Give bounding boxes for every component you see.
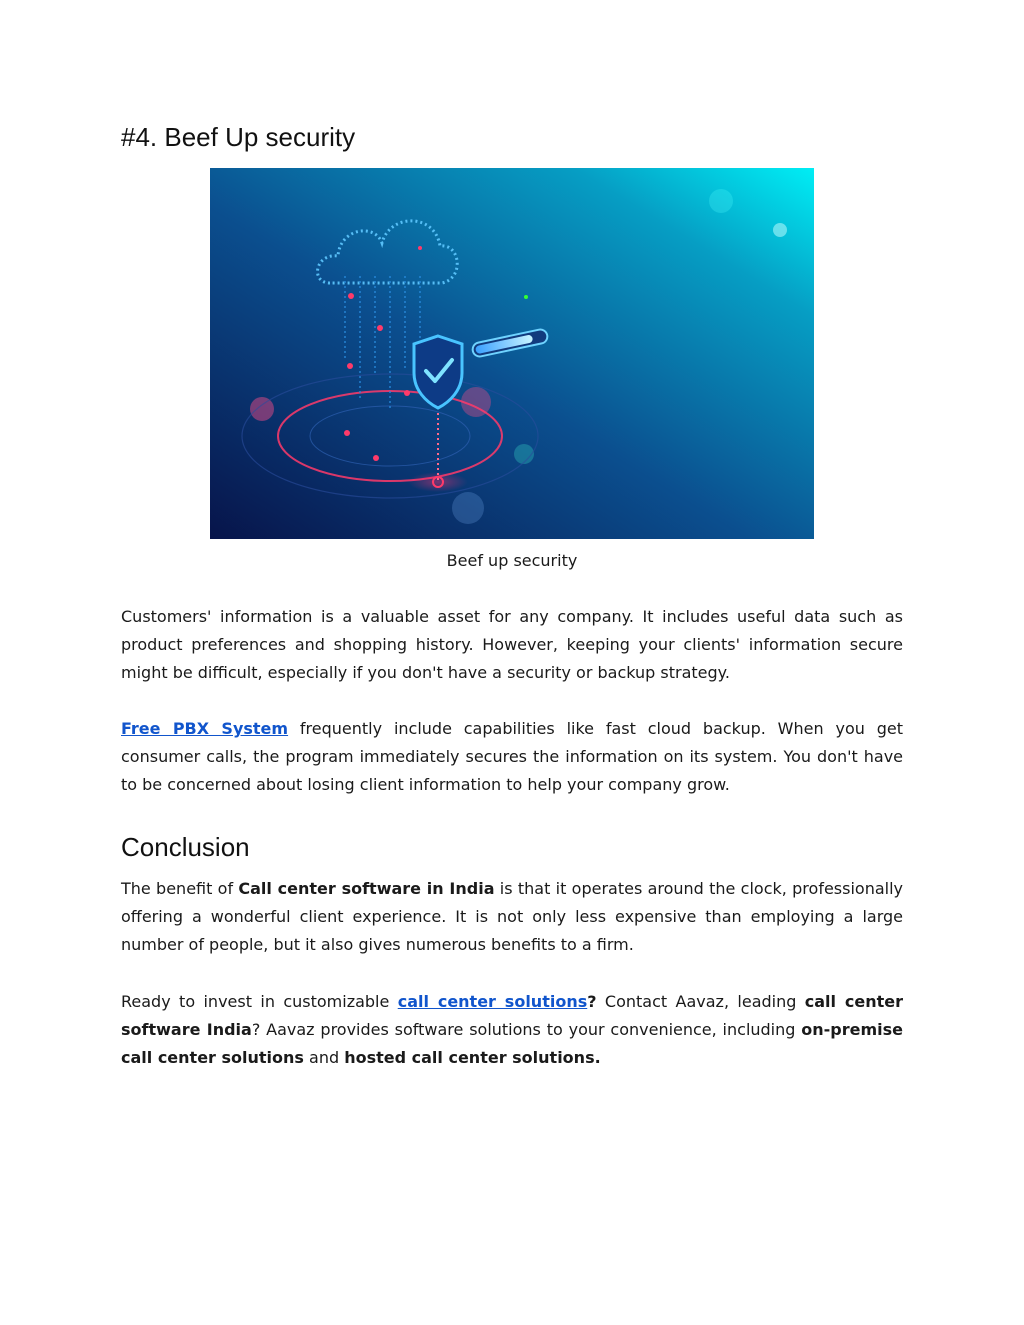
paragraph-customer-info: Customers' information is a valuable asset for any company. It includes useful data such as product preferences and shopping history. However, keeping your clients' information secure might be difficult, especially if you don't have a security or backup strategy. [121,607,903,682]
paragraph-text: Contact Aavaz, leading [596,992,805,1011]
paragraph-text: frequently include capabilities like fast cloud backup. When you get consumer calls, the program immediately secures the information on its system. You don't have to be concerned about losing client information to help your company grow. [121,719,903,794]
bold-text: ? [587,992,597,1011]
bold-text: call center software India [121,992,903,1039]
free-pbx-system-link[interactable]: Free PBX System [121,719,289,738]
figure-caption: Beef up security [446,551,578,570]
paragraph-text: is that it operates around the clock, professionally offering a wonderful client experience. It is not only less expensive than employing a large number of people, but it also gives numerous benefits to a firm. [121,879,903,954]
bold-text: on-premise call center solutions [121,1020,904,1067]
call-center-solutions-link[interactable]: call center solutions [397,992,588,1011]
section-heading-conclusion: Conclusion [121,832,250,862]
paragraph-call-to-action [121,988,903,1072]
paragraph-text: and [303,1048,345,1067]
paragraph-benefit [121,875,903,959]
paragraph-text: The benefit of [121,879,239,898]
paragraph-text: Ready to invest in customizable [121,992,398,1011]
section-heading-beef-up: #4. Beef Up security [121,122,356,152]
paragraph-text: ? Aavaz provides software solutions to your convenience, including [251,1020,802,1039]
security-illustration [210,168,814,539]
paragraph-free-pbx [121,715,903,799]
bold-text: Call center software in India [238,879,495,898]
bold-text: hosted call center solutions. [344,1048,601,1067]
